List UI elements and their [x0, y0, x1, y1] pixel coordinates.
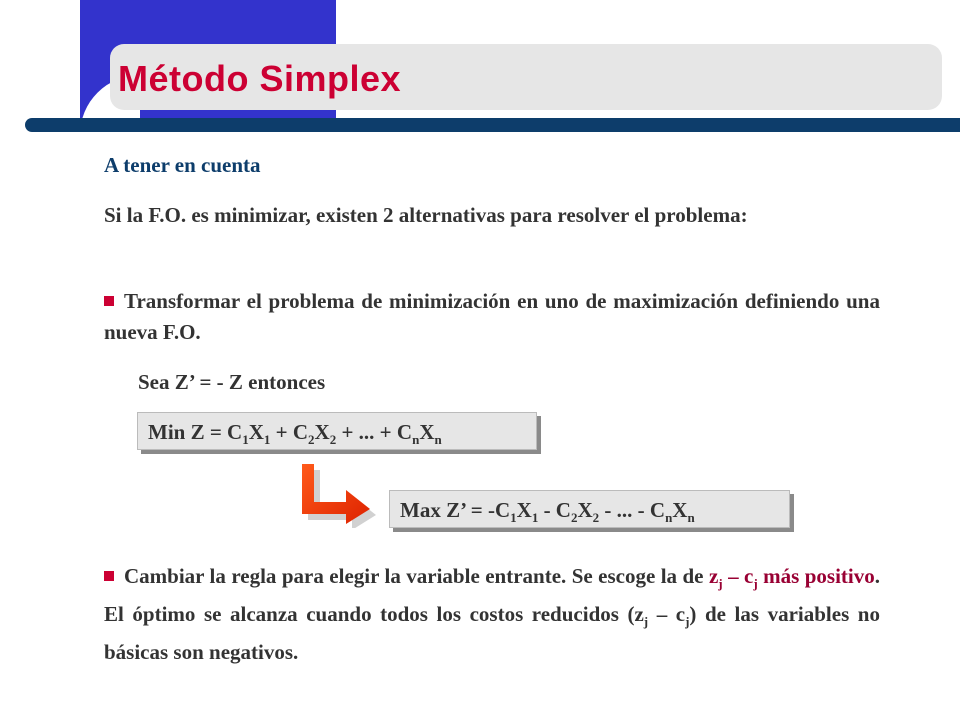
- bullet-item-transform: [104, 286, 880, 348]
- max-formula-box: Max Z’ = $-C_1X_1 - C_2X_2$ - ... - $C_nX_n$: [389, 490, 790, 528]
- bullet-square-icon: [104, 296, 114, 306]
- min-formula-box: Min $Z = C_1X_1 + C_2X_2$ + ... + $C_nX_n$: [137, 412, 537, 450]
- slide-title: Método Simplex: [118, 58, 402, 99]
- bent-arrow-icon: [302, 462, 378, 528]
- section-heading: A tener en cuenta: [104, 153, 261, 177]
- header-rule: [25, 118, 960, 132]
- bullet-item-rule-change: Cambiar la regla para elegir la variable entrante. Se escoge la de $z_j - c_j$ más positivo. El óptimo se alcanza cuando todos los costos reducidos $(z_j - c_j)$ de las variables no básicas son negativos.: [104, 564, 880, 665]
- reduced-cost-term: $z_j - c_j$ más positivo: [708, 564, 875, 592]
- substitution-line: Sea Z’ = - Z entonces: [138, 370, 326, 394]
- intro-paragraph: Si la F.O. es minimizar, existen 2 alternativas para resolver el problema:: [104, 203, 748, 227]
- bullet-square-icon: [104, 571, 114, 581]
- bullet-text: Transformar el problema de minimización en uno de maximización definiendo una nueva F.O.: [104, 289, 880, 344]
